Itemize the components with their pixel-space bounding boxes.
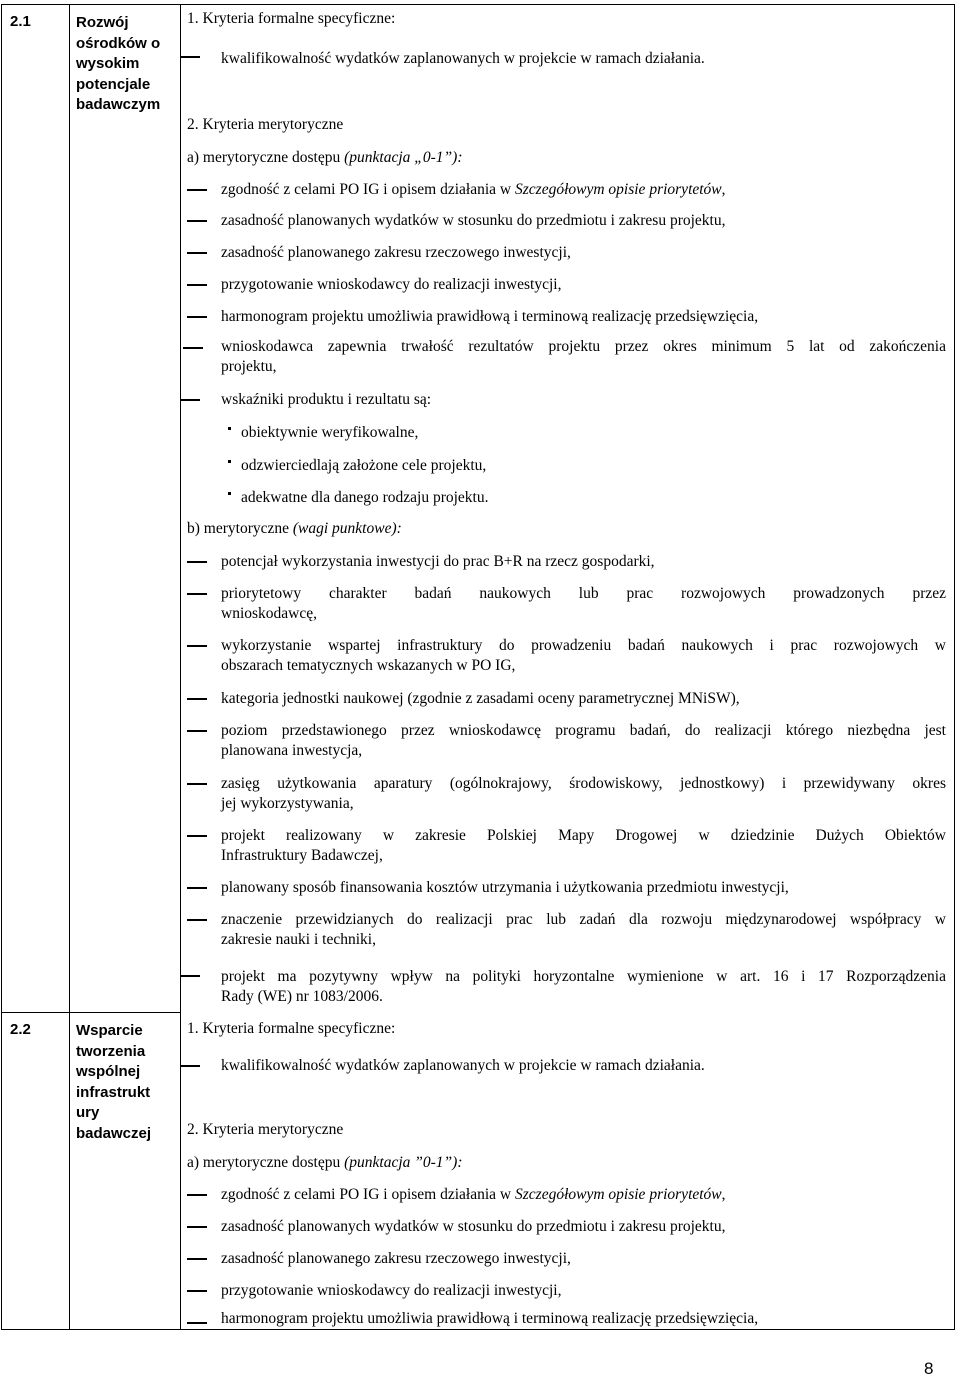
list-item: zasięg użytkowania aparatury (ogólnokrajowy, środowiskowy, jednostkowy) i przewidywany okres	[221, 775, 946, 792]
list-item: znaczenie przewidzianych do realizacji prac lub zadań dla rozwoju międzynarodowej współpracy w	[221, 911, 946, 928]
list-item: kwalifikowalność wydatków zaplanowanych w projekcie w ramach działania.	[221, 50, 705, 67]
list-item: zgodność z celami PO IG i opisem działania w Szczegółowym opisie priorytetów,	[221, 181, 726, 198]
list-item: zasadność planowanego zakresu rzeczowego inwestycji,	[221, 244, 571, 261]
list-item-continuation: projektu,	[221, 358, 277, 375]
formal-criteria-heading: 1. Kryteria formalne specyficzne:	[187, 1020, 396, 1037]
subheading-a: a) merytoryczne dostępu (punktacja „0-1”):	[187, 149, 463, 166]
list-item-continuation: zakresie nauki i techniki,	[221, 931, 376, 948]
dash-bullet	[187, 1322, 207, 1324]
list-item-continuation: Infrastruktury Badawczej,	[221, 847, 383, 864]
dash-bullet	[187, 1194, 207, 1196]
list-item: harmonogram projektu umożliwia prawidłową i terminową realizację przedsięwzięcia,	[221, 1310, 759, 1327]
dash-bullet	[180, 56, 200, 58]
list-item: planowany sposób finansowania kosztów utrzymania i użytkowania przedmiotu inwestycji,	[221, 879, 789, 896]
dash-bullet	[187, 189, 207, 191]
dash-bullet	[187, 284, 207, 286]
list-item: projekt realizowany w zakresie Polskiej Mapy Drogowej w dziedzinie Dużych Obiektów	[221, 827, 946, 844]
subheading-b: b) merytoryczne (wagi punktowe):	[187, 520, 402, 537]
dash-bullet	[180, 975, 200, 977]
list-item: harmonogram projektu umożliwia prawidłową i terminową realizację przedsięwzięcia,	[221, 308, 759, 325]
dash-bullet	[187, 698, 207, 700]
list-item-continuation: obszarach tematycznych wskazanych w PO IG,	[221, 657, 516, 674]
list-item: przygotowanie wnioskodawcy do realizacji inwestycji,	[221, 1282, 562, 1299]
list-item: priorytetowy charakter badań naukowych lub prac rozwojowych prowadzonych przez	[221, 585, 946, 602]
dash-bullet	[187, 1290, 207, 1292]
list-item: zasadność planowanego zakresu rzeczowego inwestycji,	[221, 1250, 571, 1267]
row-number: 2.1	[10, 13, 31, 30]
row-title: Rozwój ośrodków o wysokim potencjale badawczym	[76, 14, 161, 113]
dash-bullet	[187, 220, 207, 222]
list-item: zgodność z celami PO IG i opisem działania w Szczegółowym opisie priorytetów,	[221, 1186, 726, 1203]
dash-bullet	[187, 835, 207, 837]
formal-criteria-heading: 1. Kryteria formalne specyficzne:	[187, 10, 396, 27]
dot-bullet	[228, 460, 231, 463]
list-item: kategoria jednostki naukowej (zgodnie z zasadami oceny parametrycznej MNiSW),	[221, 690, 740, 707]
column-divider	[69, 5, 70, 1329]
merit-criteria-heading: 2. Kryteria merytoryczne	[187, 1121, 344, 1138]
list-item: wnioskodawca zapewnia trwałość rezultatów projektu przez okres minimum 5 lat od zakończenia	[221, 338, 946, 355]
dash-bullet	[187, 645, 207, 647]
list-item: wykorzystanie wspartej infrastruktury do prowadzeniu badań naukowych i prac rozwojowych w	[221, 637, 946, 654]
dash-bullet	[187, 561, 207, 563]
list-item: zasadność planowanych wydatków w stosunku do przedmiotu i zakresu projektu,	[221, 1218, 726, 1235]
row-title: Wsparcie tworzenia wspólnej infrastrukt ury badawczej	[76, 1022, 152, 1142]
list-item-continuation: jej wykorzystywania,	[221, 795, 354, 812]
dash-bullet	[187, 783, 207, 785]
merit-criteria-heading: 2. Kryteria merytoryczne	[187, 116, 344, 133]
dash-bullet	[187, 1258, 207, 1260]
list-item: zasadność planowanych wydatków w stosunku do przedmiotu i zakresu projektu,	[221, 212, 726, 229]
column-divider	[180, 5, 181, 1329]
list-item: przygotowanie wnioskodawcy do realizacji inwestycji,	[221, 276, 562, 293]
list-item-continuation: wnioskodawcę,	[221, 605, 317, 622]
list-item: wskaźniki produktu i rezultatu są:	[221, 391, 432, 408]
list-item-continuation: Rady (WE) nr 1083/2006.	[221, 988, 383, 1005]
dot-bullet	[228, 427, 231, 430]
list-item: potencjał wykorzystania inwestycji do prac B+R na rzecz gospodarki,	[221, 553, 655, 570]
sub-list-item: obiektywnie weryfikowalne,	[241, 424, 419, 441]
dash-bullet	[187, 1226, 207, 1228]
list-item: projekt ma pozytywny wpływ na polityki horyzontalne wymienione w art. 16 i 17 Rozporządzenia	[221, 968, 946, 985]
row-number: 2.2	[10, 1021, 31, 1038]
dash-bullet	[187, 316, 207, 318]
dash-bullet	[180, 1065, 200, 1067]
dash-bullet	[187, 252, 207, 254]
subheading-a: a) merytoryczne dostępu (punktacja ”0-1”):	[187, 1154, 463, 1171]
dot-bullet	[228, 492, 231, 495]
sub-list-item: adekwatne dla danego rodzaju projektu.	[241, 489, 489, 506]
list-item-continuation: planowana inwestycja,	[221, 742, 363, 759]
sub-list-item: odzwierciedlają założone cele projektu,	[241, 457, 487, 474]
dash-bullet	[187, 887, 207, 889]
row-divider	[2, 1012, 180, 1013]
page-number: 8	[924, 1359, 934, 1378]
dash-bullet	[187, 593, 207, 595]
dash-bullet	[187, 730, 207, 732]
list-item: kwalifikowalność wydatków zaplanowanych w projekcie w ramach działania.	[221, 1057, 705, 1074]
dash-bullet	[187, 919, 207, 921]
dash-bullet	[180, 399, 200, 401]
list-item: poziom przedstawionego przez wnioskodawcę programu badań, do realizacji którego niezbędna jest	[221, 722, 946, 739]
dash-bullet	[183, 347, 203, 349]
